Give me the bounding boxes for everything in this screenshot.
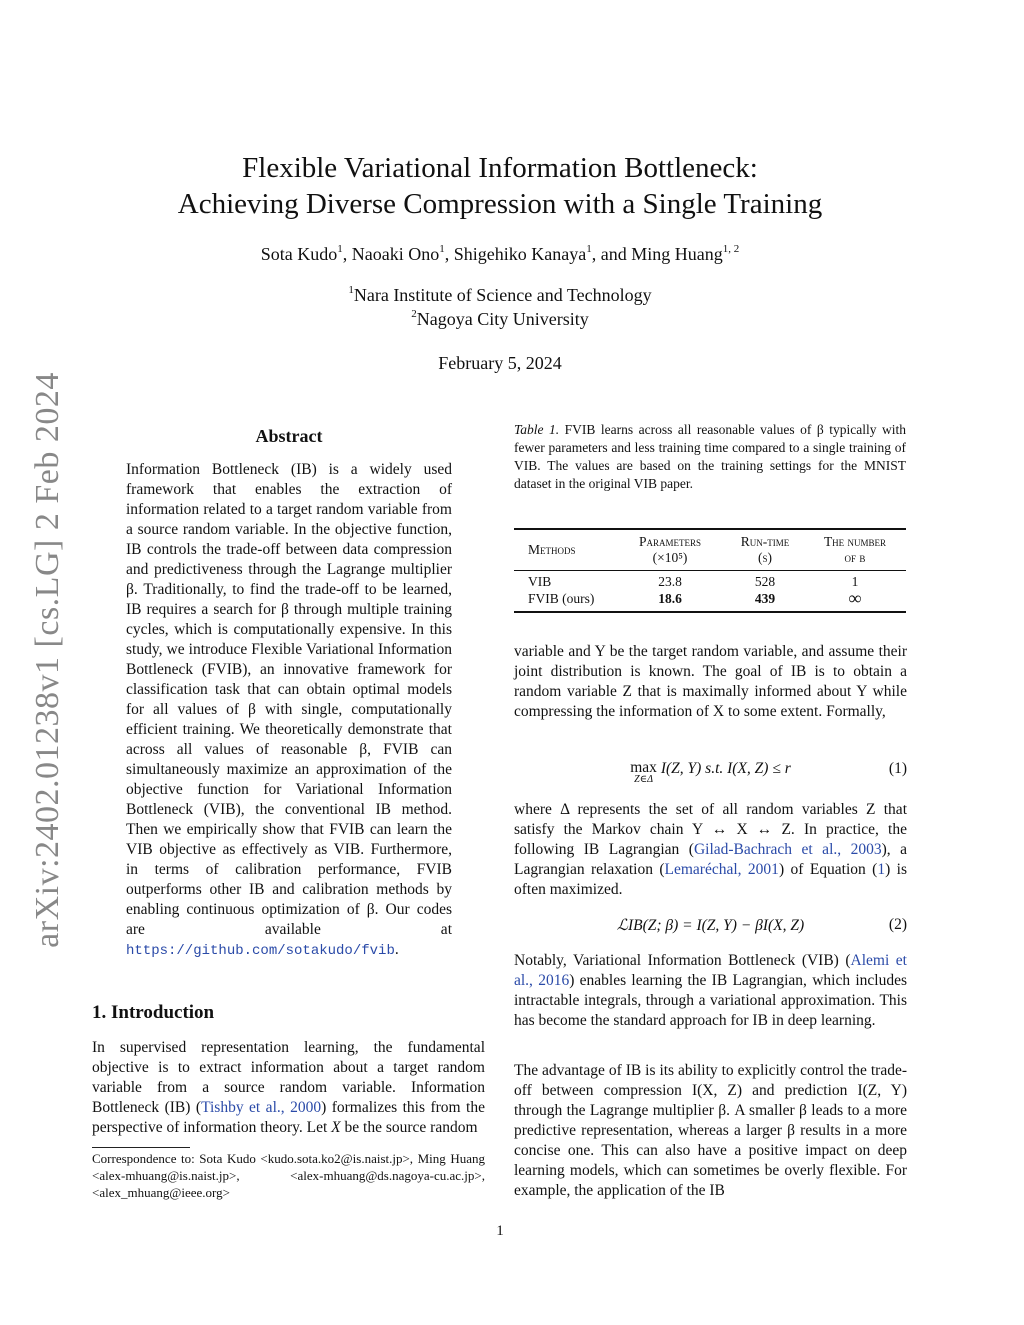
code-url-link[interactable]: https://github.com/sotakudo/fvib xyxy=(126,943,395,959)
author-list: Sota Kudo$^1$, Naoaki Ono$^1$, Shigehiko Kanaya$^1$, and Ming Huang$^{1, 2}$ xyxy=(260,243,740,264)
title-line-1: Flexible Variational Information Bottleneck: xyxy=(242,152,758,184)
p3-text-b: ) enables learning the IB Lagrangian, which includes intractable integrals, through a variational approximation. This has become the standard approach for IB in deep learning. xyxy=(514,972,908,1029)
affiliation-2-name: Nagoya City University xyxy=(416,309,589,329)
section-heading-introduction: 1. Introduction xyxy=(92,1002,215,1023)
affiliation-2-mark: 2 xyxy=(411,308,417,320)
author-2-affil: 1 xyxy=(439,243,445,255)
header-parameters-l1: Parameters xyxy=(638,534,701,549)
arxiv-identifier: arXiv:2402.01238v1 [cs.LG] 2 Feb 2024 xyxy=(29,372,66,948)
cell-params: 18.6 xyxy=(658,591,682,606)
affiliation-1-name: Nara Institute of Science and Technology xyxy=(353,285,652,305)
max-operator xyxy=(630,760,657,785)
author-1: Sota Kudo xyxy=(260,244,338,264)
right-paragraph-4: The advantage of IB is its ability to explicitly control the trade-off between compression I(X, Z) and prediction I(Z, Y) through the Lagrange multiplier β. A smaller β leads to a more predictive representation, whereas a larger β results in a more concise one. This can also have a positive impact on deep learning models, which can sometimes be overly flexible. For example, the application of the IB xyxy=(514,1062,907,1199)
equation-2-number: (2) xyxy=(888,916,907,933)
intro-text-b: ) formalizes this from the perspective of information theory. Let xyxy=(92,1099,485,1136)
cell-betas: 1 xyxy=(851,574,859,589)
author-4-affil: 1, 2 xyxy=(722,243,740,255)
equation-1 xyxy=(514,760,907,794)
header-runtime-l2: (s) xyxy=(758,550,772,565)
affiliations xyxy=(0,283,1000,331)
citation-tishby[interactable]: Tishby et al., 2000 xyxy=(201,1099,322,1116)
abstract-body xyxy=(126,460,452,961)
author-3-affil: 1 xyxy=(586,243,592,255)
affiliation-2 xyxy=(0,307,1000,331)
p2-text-c: ) of Equation ( xyxy=(778,861,878,878)
author-3: Shigehiko Kanaya xyxy=(453,244,587,264)
intro-var-x: X xyxy=(331,1119,341,1136)
right-paragraph-3 xyxy=(514,951,907,1031)
abstract-heading: Abstract xyxy=(255,426,323,446)
page-number: 1 xyxy=(496,1223,504,1239)
header-number-of-beta xyxy=(804,534,906,566)
affiliation-1-mark: 1 xyxy=(348,284,354,296)
header-runtime xyxy=(726,534,804,566)
equation-1-number: (1) xyxy=(888,760,907,777)
p2-text-d: ) is often maximized. xyxy=(514,861,907,898)
paper-title xyxy=(0,150,1000,222)
table-row xyxy=(514,590,906,607)
header-methods-label: Methods xyxy=(528,542,576,557)
header-methods xyxy=(514,542,614,558)
results-table xyxy=(514,528,906,613)
cell-runtime: 528 xyxy=(754,574,776,589)
max-op-subscript: Z∈Δ xyxy=(634,774,654,785)
paper-date: February 5, 2024 xyxy=(438,353,562,373)
intro-text-c: be the source random xyxy=(344,1119,478,1136)
abstract-end: . xyxy=(394,941,399,958)
equation-1-expr xyxy=(514,760,907,785)
cell-params: 23.8 xyxy=(658,574,682,589)
author-2: Naoaki Ono xyxy=(351,244,440,264)
citation-lemarechal[interactable]: Lemaréchal, 2001 xyxy=(664,861,779,878)
right-paragraph-1: variable and Y be the target random variable, and assume their joint distribution is known. The goal of IB is to obtain a random variable Z that is maximally informed about Y while compressing the information of X to some extent. Formally, xyxy=(514,643,907,720)
header-beta-l1: The number xyxy=(823,534,887,549)
cell-runtime: 439 xyxy=(754,591,776,606)
footnote-rule xyxy=(92,1147,190,1148)
equation-2 xyxy=(514,916,907,938)
table-caption-text: FVIB learns across all reasonable values of β typically with fewer parameters and less training time compared to a single training of VIB. The values are based on the training settings for the MNIST dataset in the original VIB paper. xyxy=(514,422,907,491)
intro-text-a: In supervised representation learning, the fundamental objective is to extract information about a target random variable from a source random variable. Information Bottleneck (IB) ( xyxy=(92,1039,485,1116)
affiliation-1 xyxy=(0,283,1000,307)
equation-1-ref[interactable]: 1 xyxy=(877,861,886,878)
right-paragraph-2 xyxy=(514,800,907,900)
citation-gilad-bachrach[interactable]: Gilad-Bachrach et al., 2003 xyxy=(693,841,882,858)
table-caption xyxy=(514,421,906,493)
author-4: and Ming Huang xyxy=(600,244,723,264)
header-beta-l2: of β xyxy=(844,550,866,565)
max-op-label: max xyxy=(630,759,657,776)
header-parameters xyxy=(614,534,726,566)
cell-method: FVIB (ours) xyxy=(528,591,595,606)
cell-method: VIB xyxy=(528,574,552,589)
table-header-row xyxy=(514,530,906,570)
footnote-correspondence: Correspondence to: Sota Kudo <kudo.sota.ko2@is.naist.jp>, Ming Huang <alex-mhuang@is.naist.jp>, <alex-mhuang@ds.nagoya-cu.ac.jp>, <alex_mhuang@ieee.org> xyxy=(92,1151,485,1200)
intro-paragraph xyxy=(92,1038,485,1138)
p3-text-a: Notably, Variational Information Bottleneck (VIB) ( xyxy=(514,952,851,969)
title-line-2: Achieving Diverse Compression with a Single Training xyxy=(177,188,823,220)
table-label: Table 1. xyxy=(514,422,560,437)
equation-1-body: I(Z, Y) s.t. I(X, Z) ≤ r xyxy=(660,760,791,777)
table-bottom-rule xyxy=(514,611,906,613)
citation-alemi[interactable]: Alemi et al., 2016 xyxy=(514,952,907,989)
author-1-affil: 1 xyxy=(337,243,343,255)
cell-betas: ∞ xyxy=(848,588,862,608)
table-row xyxy=(514,573,906,590)
header-runtime-l1: Run-time xyxy=(740,534,790,549)
p2-text-a: where Δ represents the set of all random variables Z that satisfy the Markov chain Y ↔ X ↔ Z. In practice, the following IB Lagrangian ( xyxy=(514,801,907,858)
p2-text-b: ), a Lagrangian relaxation ( xyxy=(514,841,907,878)
equation-2-expr: ℒIB(Z; β) = I(Z, Y) − βI(X, Z) xyxy=(616,917,805,934)
header-parameters-l2: (×10⁵) xyxy=(652,550,688,565)
abstract-text: Information Bottleneck (IB) is a widely used framework that enables the extraction of information related to a target random variable from a source random variable. In the objective function, IB controls the trade-off between data compression and predictiveness through the Lagrange multiplier β. Traditionally, to find the trade-off to be learned, IB requires a search for β through multiple training cycles, which is computationally expensive. In this study, we introduce Flexible Variational Information Bottleneck (FVIB), an innovative framework for classification task that can obtain optimal models for all values of β with single, computationally efficient training. We theoretically demonstrate that across all values of reasonable β, FVIB can simultaneously maximize an approximation of the objective function for Variational Information Bottleneck (VIB), the conventional IB method. Then we empirically show that FVIB can learn the VIB objective as effectively as VIB. Furthermore, in terms of calibration performance, FVIB outperforms other IB and calibration methods by enabling continuous optimization of β. Our codes are available at xyxy=(126,461,452,938)
